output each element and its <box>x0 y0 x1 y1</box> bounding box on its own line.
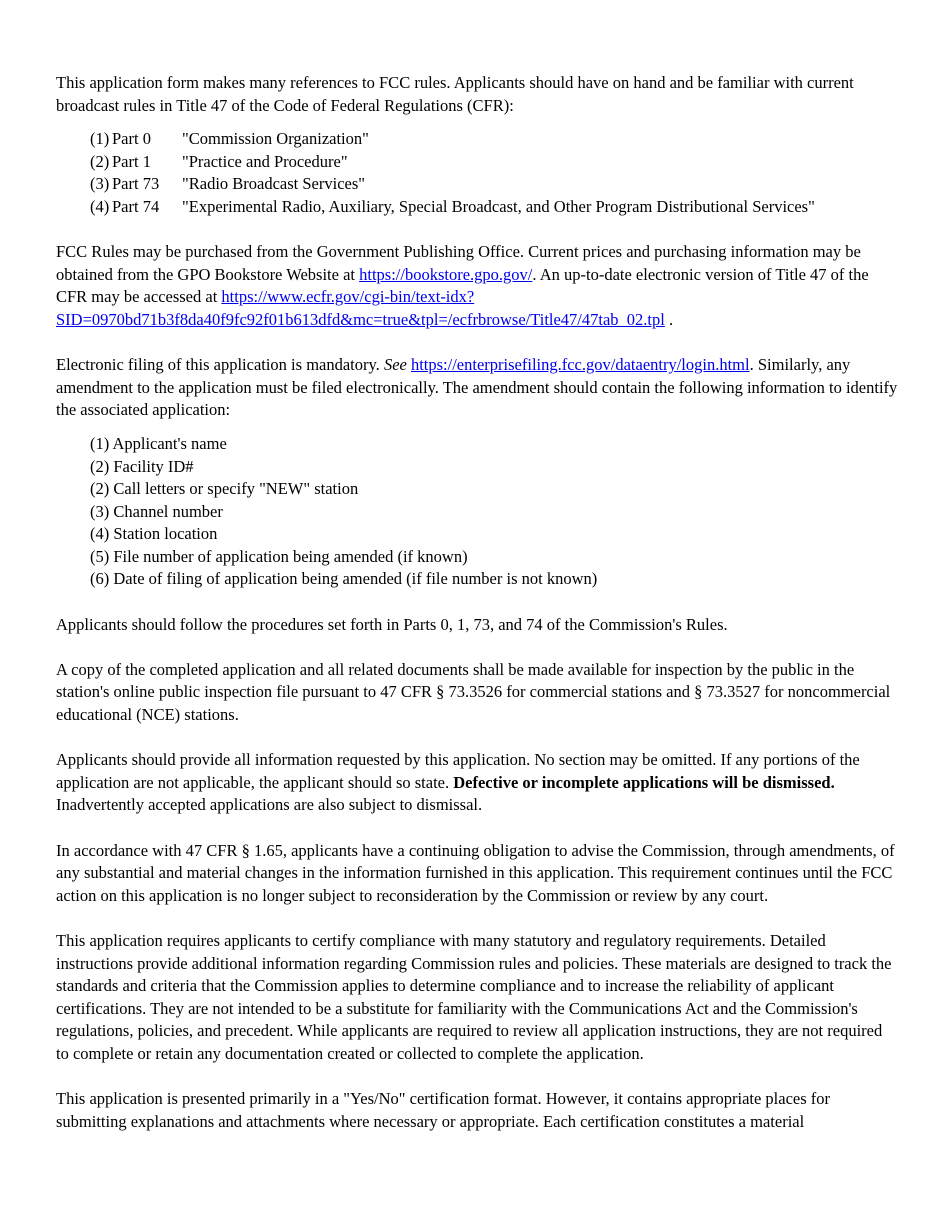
continuing-obligation-paragraph: In accordance with 47 CFR § 1.65, applicants have a continuing obligation to advise the Commission, through amendments, of any substantial and material changes in the information furnished in this application. This requirement continues until the FCC action on this application is no longer subject to reconsideration by the Commission or review by any court. <box>56 840 895 905</box>
list-item: (1) Applicant's name <box>90 433 227 453</box>
list-item: (3) Channel number <box>90 501 223 521</box>
list-number: (3) <box>90 174 110 194</box>
certification-paragraph: This application requires applicants to certify compliance with many statutory and regulatory requirements. Detailed instructions provide additional information regarding Commission rules and policies. These materials are designed to track the standards and criteria that the Commission applies to determine compliance and to increase the reliability of applicant certifications. They are not intended to be a substitute for familiarity with the Communications Act and the Commission's regulations, policies, and precedent. While applicants are required to review all application instructions, they are not required to complete or retain any documentation created or collected to complete the application. <box>56 930 892 1063</box>
part-label: Part 74 <box>112 196 160 216</box>
part-label: Part 1 <box>112 151 151 171</box>
list-number: (4) <box>90 196 110 216</box>
amendment-info-list <box>90 433 898 591</box>
intro-paragraph: This application form makes many references to FCC rules. Applicants should have on hand and be familiar with current broadcast rules in Title 47 of the Code of Federal Regulations (CFR): <box>56 73 854 115</box>
list-item <box>90 173 898 196</box>
dismissal-warning: Defective or incomplete applications will be dismissed. <box>453 772 835 792</box>
filing-paragraph: Electronic filing of this application is mandatory. See https://enterprisefiling.fcc.gov/dataentry/login.html. Similarly, any amendment to the application must be filed electronically. The amendment should contain the following information to identify the associated application: <box>56 355 898 420</box>
part-title: "Practice and Procedure" <box>182 151 348 171</box>
part-label: Part 0 <box>112 129 151 149</box>
list-item: (5) File number of application being amended (if known) <box>90 546 468 566</box>
list-item: (2) Call letters or specify "NEW" station <box>90 479 359 499</box>
list-item: (6) Date of filing of application being amended (if file number is not known) <box>90 569 598 589</box>
purchase-paragraph: FCC Rules may be purchased from the Government Publishing Office. Current prices and purchasing information may be obtained from the GPO Bookstore Website at https://bookstore.gpo.gov/. An up-to-date electronic version of Title 47 of the CFR may be accessed at https://www.ecfr.gov/cgi-bin/text-idx?SID=0970bd71b3f8da40f9fc92f01b613dfd&mc=true&tpl=/ecfrbrowse/Title47/47tab_02.tpl . <box>56 242 869 329</box>
list-item <box>90 151 898 174</box>
list-item <box>90 196 898 219</box>
list-number: (1) <box>90 129 110 149</box>
public-file-paragraph: A copy of the completed application and all related documents shall be made available for inspection by the public in the station's online public inspection file pursuant to 47 CFR § 73.3526 for commercial stations and § 73.3527 for noncommercial educational (NCE) stations. <box>56 659 891 725</box>
part-title: "Commission Organization" <box>182 129 369 149</box>
ecfr-title47-link[interactable]: https://www.ecfr.gov/cgi-bin/text-idx?SID=0970bd71b3f8da40f9fc92f01b613dfd&mc=true&tpl=/ecfrbrowse/Title47/47tab_02.tpl <box>56 287 665 329</box>
list-item: (4) Station location <box>90 524 218 544</box>
format-paragraph: This application is presented primarily in a "Yes/No" certification format. However, it contains appropriate places for submitting explanations and attachments where necessary or appropriate. Each certification constitutes a material <box>56 1089 831 1131</box>
part-label: Part 73 <box>112 174 160 194</box>
provide-info-paragraph: Applicants should provide all information requested by this application. No section may be omitted. If any portions of the application are not applicable, the applicant should so state. Defective or incomplete applications will be dismissed. Inadvertently accepted applications are also subject to dismissal. <box>56 750 860 815</box>
list-item: (2) Facility ID# <box>90 456 194 476</box>
document-page <box>56 72 898 1133</box>
procedures-paragraph: Applicants should follow the procedures set forth in Parts 0, 1, 73, and 74 of the Commission's Rules. <box>56 614 728 634</box>
part-title: "Radio Broadcast Services" <box>182 174 366 194</box>
enterprise-filing-link[interactable]: https://enterprisefiling.fcc.gov/dataentry/login.html <box>410 355 750 375</box>
list-item <box>90 128 898 151</box>
rule-parts-list <box>90 128 898 218</box>
gpo-bookstore-link[interactable]: https://bookstore.gpo.gov/ <box>359 264 533 284</box>
part-title: "Experimental Radio, Auxiliary, Special Broadcast, and Other Program Distributional Services" <box>182 196 815 216</box>
list-number: (2) <box>90 151 110 171</box>
